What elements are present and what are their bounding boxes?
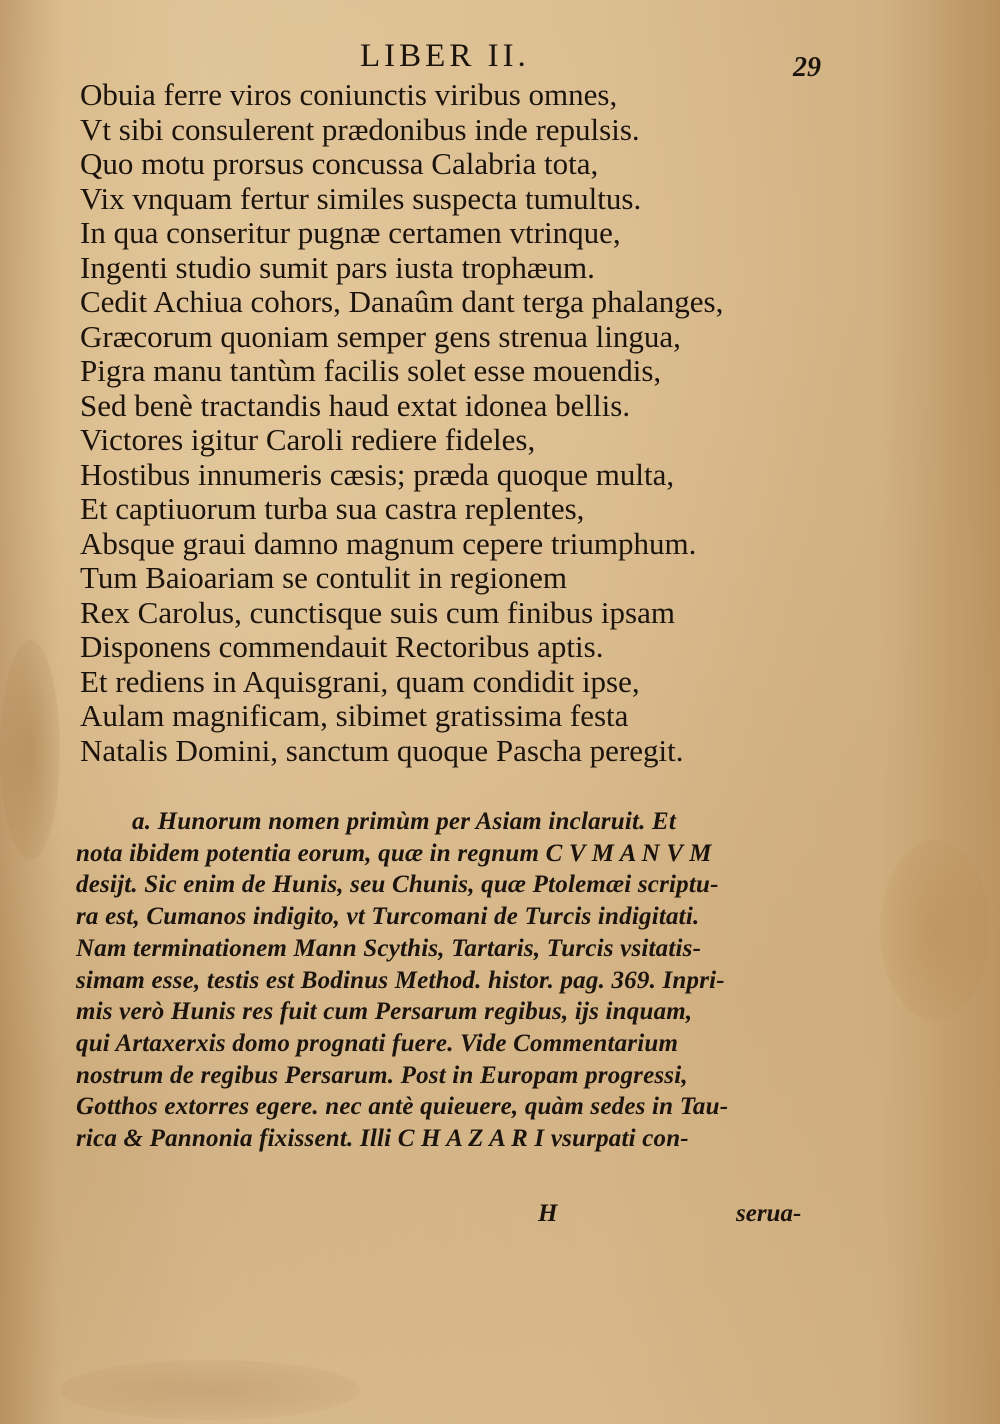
verse-line: Cedit Achiua cohors, Danaûm dant terga phalanges, — [80, 284, 724, 319]
verse-line: Ingenti studio sumit pars iusta trophæum. — [80, 249, 595, 285]
commentary-line: Gotthos extorres egere. nec antè quieuere, quàm sedes in Tau- — [76, 1093, 729, 1121]
paper-stain — [0, 640, 60, 860]
commentary-block — [76, 806, 816, 1155]
verse-line: Obuia ferre viros coniunctis viribus omnes, — [80, 77, 618, 112]
verse-line: Et rediens in Aquisgrani, quam condidit ipse, — [80, 663, 640, 699]
catchword: serua- — [736, 1200, 802, 1227]
verse-line: Tum Baioariam se contulit in regionem — [80, 560, 568, 595]
page-number: 29 — [793, 52, 821, 83]
verse-line: Rex Carolus, cunctisque suis cum finibus ipsam — [80, 594, 675, 630]
signature-mark: H — [538, 1200, 558, 1227]
paper-stain — [60, 1360, 360, 1420]
commentary-line: Nam terminationem Mann Scythis, Tartaris, Turcis vsitatis- — [76, 934, 702, 962]
verse-line: Græcorum quoniam semper gens strenua lingua, — [80, 318, 681, 354]
verse-line: Natalis Domini, sanctum quoque Pascha peregit. — [80, 732, 684, 768]
verse-line: Et captiuorum turba sua castra replentes, — [80, 491, 585, 526]
verse-line: Vix vnquam fertur similes suspecta tumultus. — [80, 180, 642, 216]
commentary-line: ra est, Cumanos indigito, vt Turcomani de Turcis indigitati. — [76, 903, 700, 931]
verse-line: Victores igitur Caroli rediere fideles, — [80, 422, 536, 457]
verse-line: Pigra manu tantùm facilis solet esse mouendis, — [80, 353, 662, 388]
commentary-line: a. Hunorum nomen primùm per Asiam inclaruit. Et — [132, 808, 677, 835]
commentary-line: mis verò Hunis res fuit cum Persarum regibus, ijs inquam, — [76, 998, 693, 1026]
verse-line: Hostibus innumeris cæsis; præda quoque multa, — [80, 456, 675, 492]
paper-stain — [880, 840, 990, 1020]
verse-line: Quo motu prorsus concussa Calabria tota, — [80, 146, 599, 181]
commentary-line: desijt. Sic enim de Hunis, seu Chunis, quæ Ptolemæi scriptu- — [76, 871, 719, 899]
verse-line: Sed benè tractandis haud extat idonea bellis. — [80, 387, 631, 423]
verse-line: Disponens commendauit Rectoribus aptis. — [80, 629, 604, 664]
verse-line: Aulam magnificam, sibimet gratissima festa — [80, 698, 629, 733]
commentary-line: nota ibidem potentia eorum, quæ in regnum C V M A N V M — [76, 839, 712, 867]
commentary-line: nostrum de regibus Persarum. Post in Europam progressi, — [76, 1061, 688, 1089]
verse-block — [80, 78, 820, 768]
verse-line: Vt sibi consulerent prædonibus inde repulsis. — [80, 111, 640, 147]
commentary-line: simam esse, testis est Bodinus Method. histor. pag. 369. Inpri- — [76, 966, 725, 994]
running-head: LIBER II. — [360, 38, 530, 74]
commentary-line: rica & Pannonia fixissent. Illi C H A Z A R I vsurpati con- — [76, 1125, 689, 1153]
commentary-line: qui Artaxerxis domo prognati fuere. Vide Commentarium — [76, 1029, 679, 1057]
verse-line: In qua conseritur pugnæ certamen vtrinque, — [80, 215, 621, 250]
verse-line: Absque graui damno magnum cepere triumphum. — [80, 525, 697, 561]
